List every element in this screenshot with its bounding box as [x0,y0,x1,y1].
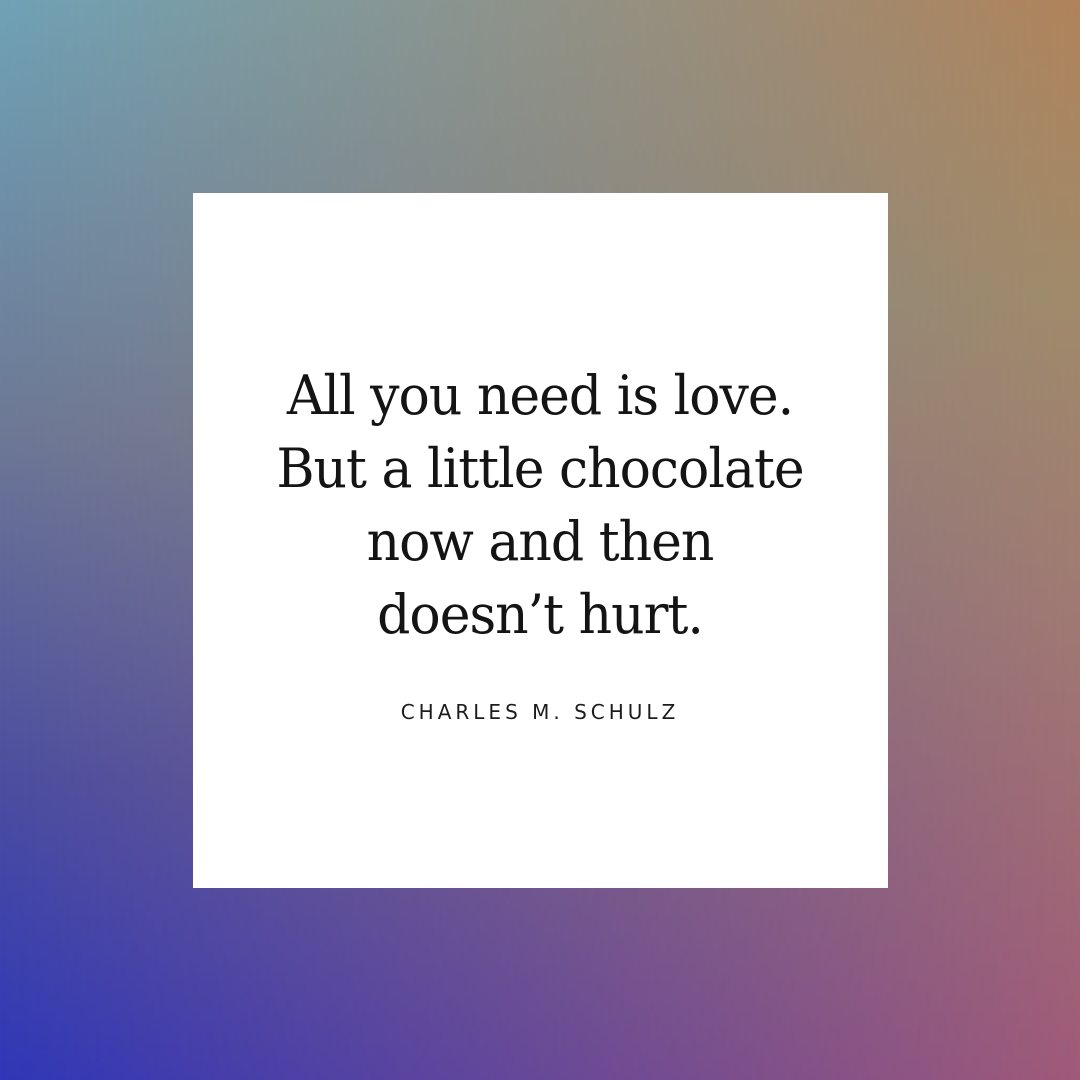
quote-line: doesn’t hurt. [377,583,703,647]
quote-line: now and then [366,510,714,574]
quote-text [0,360,1080,652]
quote-line: But a little chocolate [276,437,804,501]
quote-line: All you need is love. [286,364,794,428]
quote-author: CHARLES M. SCHULZ [400,700,680,724]
